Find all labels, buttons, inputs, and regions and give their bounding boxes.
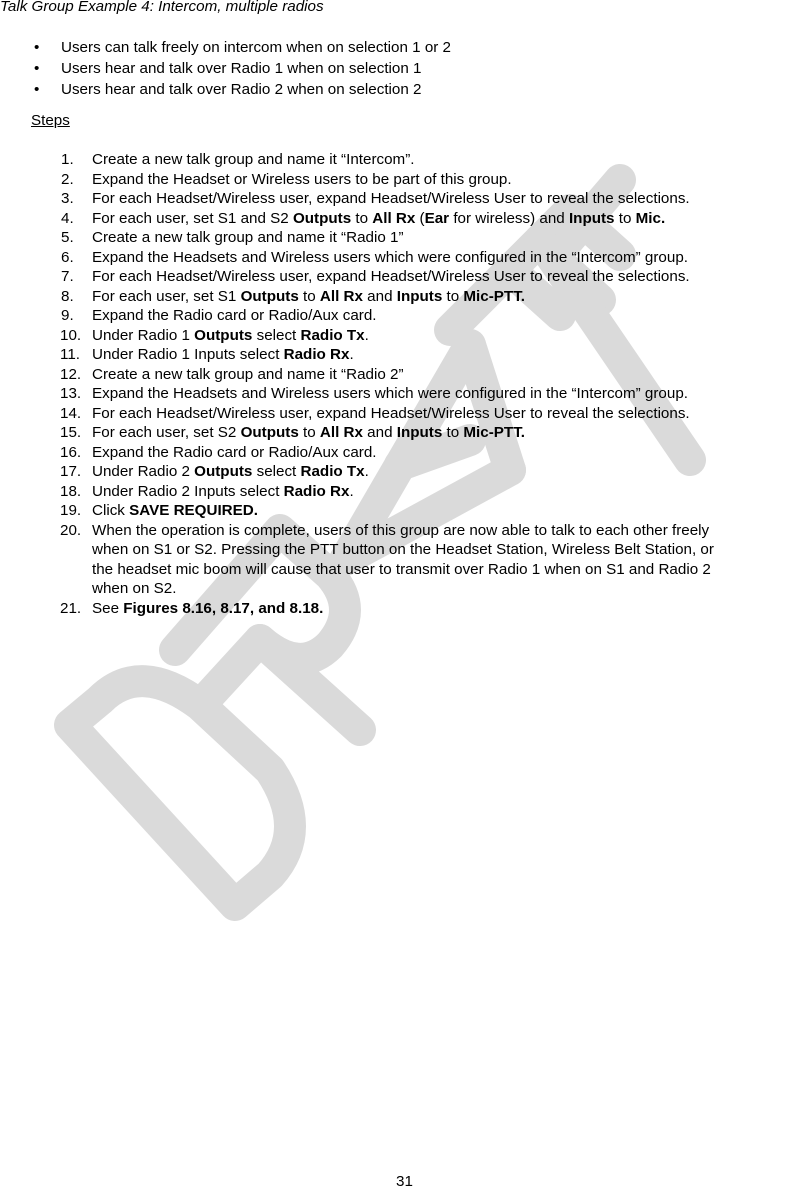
step-text: when on S2. [92, 580, 177, 597]
step-text-segment: to [614, 209, 636, 227]
step-text-segment: select [252, 326, 301, 344]
step-number: 20. [60, 521, 82, 539]
step-text-bold: Inputs [396, 424, 443, 441]
step-text [92, 326, 369, 346]
bullet-item [34, 39, 451, 56]
step-text-segment: to [351, 209, 373, 227]
step-number: 7. [61, 268, 74, 285]
step-text-segment: Under Radio 1 Inputs select [92, 346, 284, 363]
step-text [92, 423, 525, 443]
step-text-segment: Create a new talk group and name it “Radio 2” [92, 365, 404, 383]
step-text [92, 287, 525, 307]
page-title: Talk Group Example 4: Intercom, multiple radios [0, 0, 324, 15]
bullet-item [34, 81, 422, 98]
step-text-bold: Inputs [568, 209, 615, 227]
step-text-segment: Expand the Radio card or Radio/Aux card. [92, 443, 377, 461]
bullet-text: Users hear and talk over Radio 2 when on selection 2 [61, 81, 422, 98]
step-text-segment: to [298, 424, 320, 441]
step-text-bold: Radio Tx [300, 326, 365, 344]
step-text-segment: select [252, 463, 301, 480]
step-text-segment: ( [415, 209, 425, 227]
step-text-bold: Radio Rx [283, 482, 350, 500]
step-text-bold: Radio Rx [283, 346, 350, 363]
step-number: 1. [61, 151, 74, 168]
page-number: 31 [396, 1173, 413, 1190]
step-text-segment: Under Radio 1 [92, 326, 195, 344]
step-number: 11. [60, 346, 80, 363]
step-number: 17. [60, 463, 82, 480]
step-text-segment: . [364, 326, 369, 344]
step-text-segment: for wireless) and [449, 209, 569, 227]
step-number: 5. [61, 229, 74, 246]
step-text-bold: SAVE REQUIRED. [129, 502, 258, 519]
step-text-segment: Click [92, 502, 130, 519]
step-text-segment: and [362, 424, 397, 441]
bullet-dot-icon: • [34, 60, 40, 77]
step-text [92, 365, 404, 385]
step-text-segment: . [349, 346, 354, 363]
step-text [92, 384, 688, 404]
step-text-segment: For each user, set S1 and S2 [92, 209, 293, 227]
step-text-segment: . [364, 463, 369, 480]
step-text [92, 189, 690, 209]
step-number: 14. [60, 404, 82, 422]
step-text-bold: Outputs [292, 209, 352, 227]
step-text-segment: and [362, 287, 397, 305]
bullet-item [34, 60, 422, 77]
step-number: 15. [60, 424, 82, 441]
step-number: 19. [60, 502, 82, 519]
step-text [92, 482, 354, 502]
step-text [92, 501, 258, 521]
step-number: 2. [61, 170, 74, 188]
step-text-segment: Expand the Headsets and Wireless users which were configured in the “Intercom” group. [92, 385, 688, 402]
step-text-segment: . [349, 482, 354, 500]
step-text-segment: Expand the Headsets and Wireless users which were configured in the “Intercom” group. [92, 248, 688, 266]
step-text-bold: Inputs [396, 287, 443, 305]
step-text: When the operation is complete, users of this group are now able to talk to each other freely [92, 521, 710, 539]
step-text-bold: All Rx [319, 424, 363, 441]
step-number: 6. [61, 248, 74, 266]
step-text-bold: Outputs [194, 326, 253, 344]
step-text: the headset mic boom will cause that user to transmit over Radio 1 when on S1 and Radio 2 [92, 560, 711, 578]
step-text [92, 228, 404, 248]
step-text-bold: All Rx [319, 287, 363, 305]
step-text-segment: Under Radio 2 Inputs select [92, 482, 284, 500]
step-text-segment: For each user, set S1 [92, 287, 241, 305]
step-text [92, 306, 377, 326]
step-text [92, 170, 512, 190]
step-text [92, 462, 369, 482]
bullet-dot-icon: • [34, 81, 40, 98]
step-text-bold: Figures 8.16, 8.17, and 8.18. [123, 599, 324, 617]
step-text-bold: Mic. [635, 209, 666, 227]
step-text-segment: Under Radio 2 [92, 463, 195, 480]
step-text-bold: Ear [424, 209, 450, 227]
step-text-segment: to [442, 424, 464, 441]
step-number: 12. [60, 365, 82, 383]
step-text-segment: Expand the Radio card or Radio/Aux card. [92, 307, 377, 324]
step-number: 13. [60, 385, 82, 402]
step-text-bold: Mic-PTT. [463, 424, 526, 441]
step-text-bold: Outputs [194, 463, 253, 480]
step-text-bold: All Rx [372, 209, 416, 227]
bullet-text: Users can talk freely on intercom when on selection 1 or 2 [61, 39, 452, 56]
step-text-segment: For each user, set S2 [92, 424, 241, 441]
step-number: 3. [61, 190, 74, 207]
step-number: 9. [61, 307, 74, 324]
step-number: 4. [61, 209, 74, 227]
step-text: when on S1 or S2. Pressing the PTT button on the Headset Station, Wireless Belt Station, or [92, 541, 714, 558]
step-text-segment: Create a new talk group and name it “Intercom”. [92, 151, 415, 168]
step-text [92, 248, 688, 268]
step-text-segment: to [442, 287, 464, 305]
step-number: 8. [61, 287, 74, 305]
step-text-bold: Radio Tx [300, 463, 365, 480]
step-text [92, 267, 690, 287]
step-text-segment: to [298, 287, 320, 305]
step-text-segment: Expand the Headset or Wireless users to be part of this group. [92, 170, 512, 188]
step-text-bold: Outputs [240, 424, 299, 441]
step-number: 18. [60, 482, 82, 500]
step-text [92, 345, 354, 365]
step-text-segment: For each Headset/Wireless user, expand Headset/Wireless User to reveal the selections. [92, 404, 690, 422]
step-text [92, 599, 323, 619]
step-text-segment: For each Headset/Wireless user, expand Headset/Wireless User to reveal the selections. [92, 190, 690, 207]
step-text-segment: For each Headset/Wireless user, expand Headset/Wireless User to reveal the selections. [92, 268, 690, 285]
step-text-segment: Create a new talk group and name it “Radio 1” [92, 229, 404, 246]
step-number: 16. [60, 443, 82, 461]
step-text [92, 443, 377, 463]
steps-heading: Steps [31, 112, 70, 129]
step-text [92, 209, 665, 229]
step-number: 21. [60, 599, 82, 617]
bullet-text: Users hear and talk over Radio 1 when on selection 1 [61, 60, 422, 77]
step-number: 10. [60, 326, 82, 344]
step-text [92, 404, 690, 424]
bullet-dot-icon: • [34, 39, 40, 56]
step-text-segment: See [92, 599, 124, 617]
step-text-bold: Outputs [240, 287, 299, 305]
step-text [92, 150, 414, 170]
step-text-bold: Mic-PTT. [463, 287, 526, 305]
